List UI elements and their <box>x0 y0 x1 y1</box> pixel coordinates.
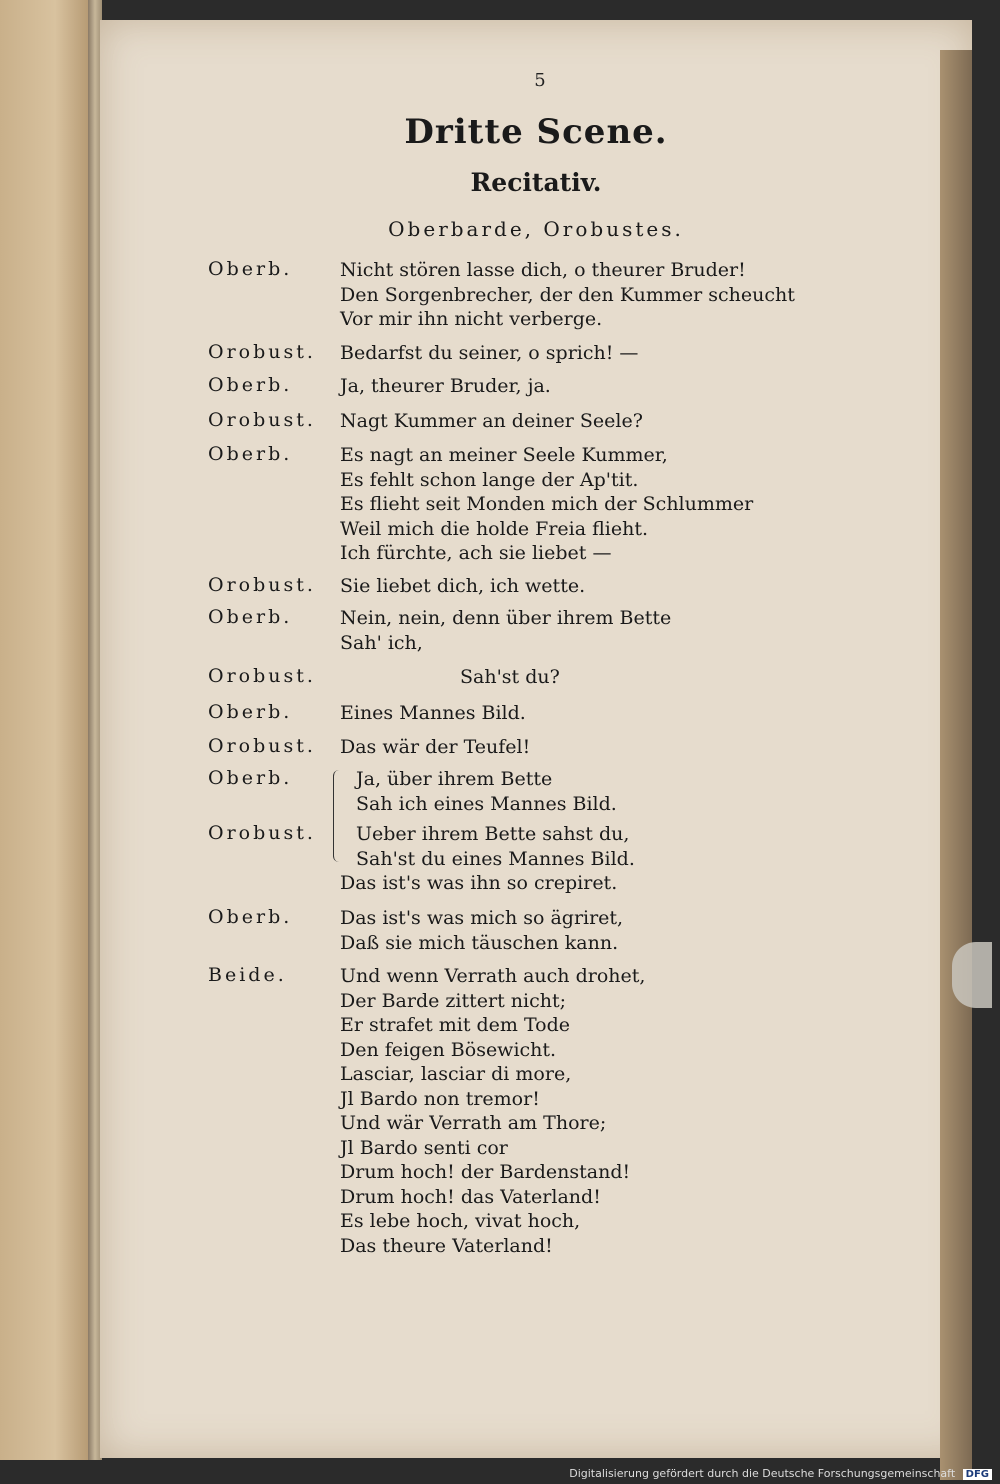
speaker-label: Beide. <box>208 964 287 986</box>
verse-block <box>340 701 526 726</box>
verse-line: Drum hoch! der Bardenstand! <box>340 1161 631 1183</box>
verse-block <box>356 767 617 816</box>
speaker-label: Oberb. <box>208 906 293 928</box>
verse-line: Sie liebet dich, ich wette. <box>340 575 586 597</box>
verse-line: Den feigen Bösewicht. <box>340 1038 557 1061</box>
verse-line: Jl Bardo non tremor! <box>340 1087 540 1110</box>
verse-block <box>340 409 643 434</box>
verse-line: Weil mich die holde Freia flieht. <box>340 517 649 540</box>
verse-line: Sah' ich, <box>340 631 423 654</box>
footer-credit <box>569 1467 992 1480</box>
verse-line: Das ist's was ihn so crepiret. <box>340 872 618 894</box>
verse-line: Das wär der Teufel! <box>340 736 531 758</box>
verse-block <box>460 665 560 690</box>
verse-line: Und wenn Verrath auch drohet, <box>340 965 646 987</box>
page-number: 5 <box>534 70 546 91</box>
speaker-label: Oberb. <box>208 767 293 789</box>
verse-block <box>340 735 530 760</box>
scene-title: Dritte Scene. <box>404 112 668 152</box>
verse-line: Es flieht seit Monden mich der Schlummer <box>340 493 754 515</box>
verse-line: Lasciar, lasciar di more, <box>340 1063 572 1085</box>
speaker-label: Orobust. <box>208 574 316 596</box>
facing-page <box>0 0 92 1460</box>
duet-brace <box>333 770 344 862</box>
verse-line: Ueber ihrem Bette sahst du, <box>356 823 630 845</box>
verse-line: Den Sorgenbrecher, der den Kummer scheucht <box>340 283 795 306</box>
verse-block <box>340 443 753 566</box>
verse-block <box>340 906 623 955</box>
verse-line: Daß sie mich täuschen kann. <box>340 931 619 954</box>
verse-line: Es nagt an meiner Seele Kummer, <box>340 444 668 466</box>
speaker-label: Orobust. <box>208 409 316 431</box>
speaker-label: Oberb. <box>208 258 293 280</box>
verse-block <box>340 258 795 332</box>
verse-line: Nein, nein, denn über ihrem Bette <box>340 607 672 629</box>
verse-block <box>340 341 638 366</box>
verse-line: Ja, theurer Bruder, ja. <box>340 375 551 397</box>
verse-line: Das theure Vaterland! <box>340 1234 553 1257</box>
speaker-label: Orobust. <box>208 665 316 687</box>
verse-line: Nagt Kummer an deiner Seele? <box>340 410 643 432</box>
verse-line: Bedarfst du seiner, o sprich! — <box>340 342 639 364</box>
speaker-label: Orobust. <box>208 822 316 844</box>
verse-line: Es lebe hoch, vivat hoch, <box>340 1210 581 1232</box>
verse-line: Das ist's was mich so ägriret, <box>340 907 624 929</box>
speaker-label: Oberb. <box>208 701 293 723</box>
speaker-label: Oberb. <box>208 443 293 465</box>
recitative-heading: Recitativ. <box>470 168 602 197</box>
footer-text: Digitalisierung gefördert durch die Deutsche Forschungsgemeinschaft <box>569 1467 956 1480</box>
verse-line: Nicht stören lasse dich, o theurer Bruder! <box>340 259 746 281</box>
speaker-label: Orobust. <box>208 735 316 757</box>
dfg-logo: DFG <box>963 1469 992 1480</box>
page-tab-marker <box>952 942 992 1008</box>
verse-line: Drum hoch! das Vaterland! <box>340 1185 601 1208</box>
verse-block <box>340 964 645 1258</box>
verse-line: Sah'st du? <box>460 666 560 688</box>
verse-line: Sah ich eines Mannes Bild. <box>356 792 617 815</box>
verse-line: Jl Bardo senti cor <box>340 1136 508 1159</box>
verse-block <box>340 606 671 655</box>
verse-line: Vor mir ihn nicht verberge. <box>340 308 603 330</box>
verse-line: Der Barde zittert nicht; <box>340 989 567 1012</box>
verse-line: Er strafet mit dem Tode <box>340 1014 571 1036</box>
speaker-label: Orobust. <box>208 341 316 363</box>
verse-line: Sah'st du eines Mannes Bild. <box>356 847 635 870</box>
verse-block <box>340 574 585 599</box>
verse-line: Eines Mannes Bild. <box>340 702 526 724</box>
verse-line: Und wär Verrath am Thore; <box>340 1112 607 1134</box>
page-edge <box>940 50 972 1480</box>
speaker-label: Oberb. <box>208 374 293 396</box>
verse-line: Ich fürchte, ach sie liebet — <box>340 542 612 564</box>
verse-line: Ja, über ihrem Bette <box>356 768 553 790</box>
verse-line: Es fehlt schon lange der Ap'tit. <box>340 468 639 491</box>
speaker-label: Oberb. <box>208 606 293 628</box>
cast-list: Oberbarde, Orobustes. <box>388 217 684 241</box>
verse-block <box>340 374 551 399</box>
verse-block <box>340 822 635 896</box>
